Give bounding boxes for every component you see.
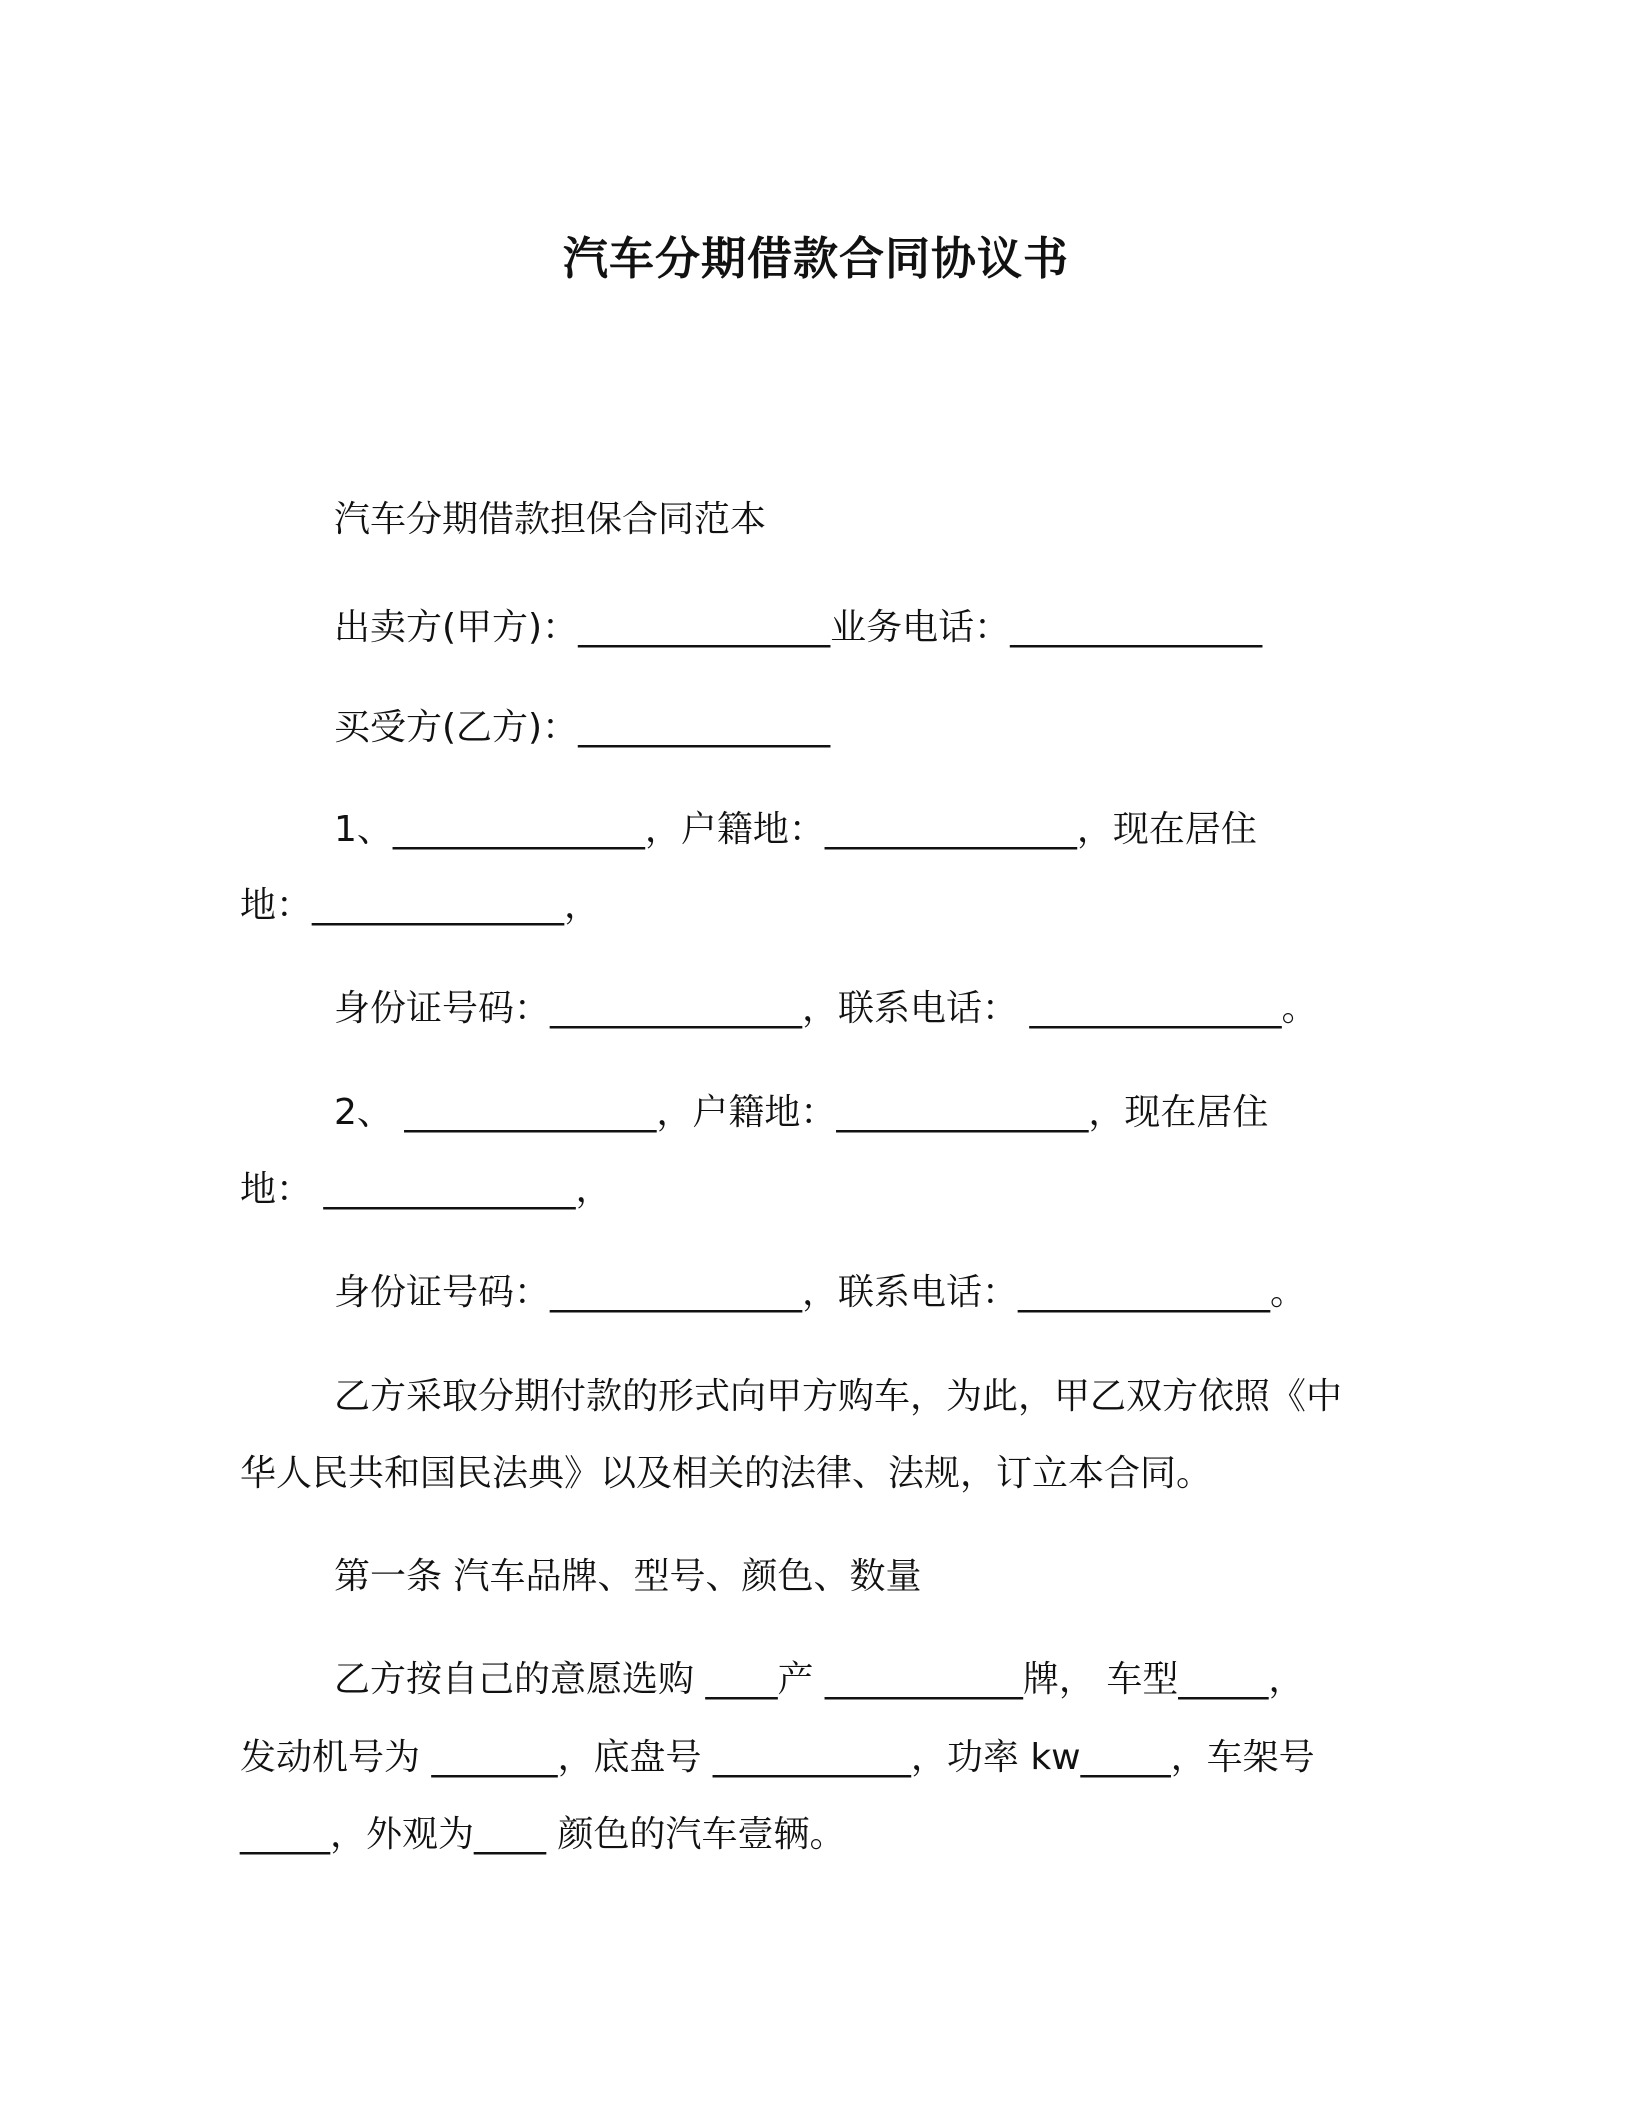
paragraph-line: 乙方采取分期付款的形式向甲方购车，为此，甲乙双方依照《中 [334,1376,1343,1417]
buyer-line: 买受方(乙方)：______________ [334,707,831,748]
party2-address-line: 地： ______________， [240,1169,612,1210]
party1-line: 1、______________，户籍地：______________，现在居住 [334,809,1257,850]
party1-id-line: 身份证号码：______________，联系电话： ______________。 [334,988,1318,1029]
document-title: 汽车分期借款合同协议书 [562,232,1069,285]
paragraph-line: 发动机号为 _______，底盘号 ___________，功率 kw_____，车架号 [240,1737,1315,1778]
paragraph-line: 华人民共和国民法典》以及相关的法律、法规，订立本合同。 [240,1453,1213,1494]
party2-id-line: 身份证号码：______________，联系电话：______________。 [334,1272,1307,1313]
article-heading: 第一条 汽车品牌、型号、颜色、数量 [334,1556,922,1597]
party1-address-line: 地：______________， [240,885,601,926]
paragraph-line: 乙方按自己的意愿选购 ____产 ___________牌， 车型_____， [334,1659,1305,1700]
subtitle-line: 汽车分期借款担保合同范本 [334,499,767,540]
party2-line: 2、 ______________，户籍地：______________，现在居住 [334,1092,1269,1133]
seller-line: 出卖方(甲方)：______________业务电话：______________ [334,607,1263,648]
paragraph-line: _____，外观为____ 颜色的汽车壹辆。 [240,1814,846,1855]
